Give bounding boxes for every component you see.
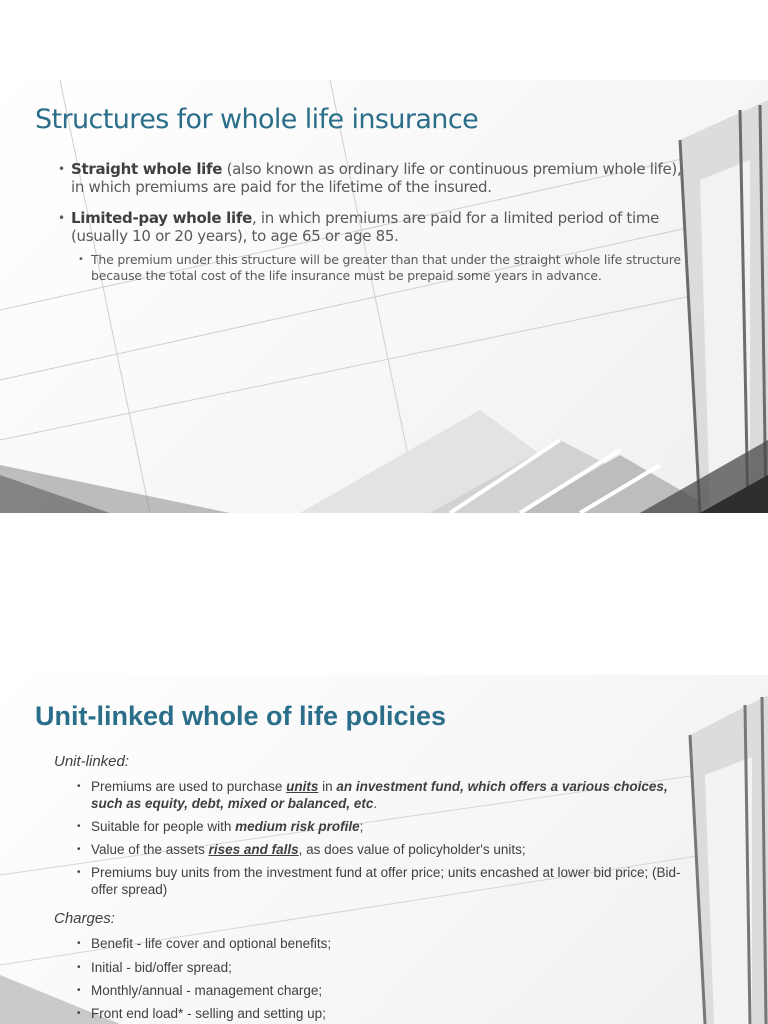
bullet-suitable-for (77, 818, 697, 835)
bullet-dot: • (78, 254, 84, 265)
emphasis-units: units (286, 779, 319, 794)
bullet-dot: • (77, 867, 81, 878)
text-run: . (373, 796, 378, 811)
emphasis-risk-profile: medium risk profile (235, 819, 360, 834)
bullet-dot: • (77, 938, 81, 949)
bullet-bid-offer-spread (77, 864, 697, 898)
bullet-text (91, 778, 697, 812)
bullet-text: Premiums buy units from the investment fund at offer price; units encashed at lower bid price; (Bid-offer spread) (91, 865, 681, 897)
sub-bullet-premium-note (78, 252, 688, 283)
charge-text: Monthly/annual - management charge; (91, 983, 323, 998)
bullet-dot: • (77, 781, 81, 792)
charge-text: Initial - bid/offer spread; (91, 960, 232, 975)
text-run: Value of the assets (91, 842, 209, 857)
charge-item (77, 982, 697, 999)
bullet-dot: • (77, 985, 81, 996)
bullet-dot: • (58, 162, 65, 176)
bullet-dot: • (77, 821, 81, 832)
text-run: ; (359, 819, 364, 834)
slide-whole-life-structures (0, 80, 768, 513)
bullet-term: Limited-pay whole life (71, 209, 252, 227)
text-run: , as does value of policyholder's units; (298, 842, 526, 857)
bullet-description: (also known as ordinary life or continuous premium whole life), in which premiums are paid for the lifetime of the insured. (71, 160, 682, 196)
charge-text: Benefit - life cover and optional benefits; (91, 936, 332, 951)
charge-item (77, 1005, 697, 1022)
bullet-dot: • (77, 844, 81, 855)
bullet-text (91, 841, 697, 858)
bullet-limited-pay-whole-life (58, 209, 698, 245)
slide-title: Unit-linked whole of life policies (35, 701, 447, 731)
sub-bullet-text: The premium under this structure will be greater than that under the straight whole life structure because the total cost of the life insurance must be prepaid some years in advance. (91, 252, 681, 283)
bullet-straight-whole-life (58, 160, 698, 196)
charge-item (77, 959, 697, 976)
bullet-term: Straight whole life (71, 160, 223, 178)
unit-linked-label: Unit-linked: (54, 753, 130, 770)
text-run: Premiums are used to purchase (91, 779, 287, 794)
charge-item (77, 935, 697, 952)
bullet-dot: • (77, 962, 81, 973)
bullet-premiums-purchase-units (77, 778, 697, 812)
charge-text: Front end load* - selling and setting up; (91, 1006, 326, 1021)
charges-label: Charges: (54, 910, 115, 927)
slide-unit-linked-policies (0, 675, 768, 1024)
bullet-text (71, 160, 698, 196)
slide-title: Structures for whole life insurance (35, 104, 479, 135)
bullet-asset-value (77, 841, 697, 858)
emphasis-investment-fund: an investment fund, which offers a various choices, such as equity, debt, mixed or balanced, etc (91, 779, 668, 811)
bullet-description: , in which premiums are paid for a limited period of time (usually 10 or 20 years), to age 65 or age 85. (71, 209, 660, 245)
bullet-dot: • (77, 1008, 81, 1019)
bullet-text (71, 209, 698, 245)
bullet-dot: • (58, 211, 65, 225)
text-run: Suitable for people with (91, 819, 236, 834)
bullet-text (91, 818, 697, 835)
architectural-background-graphic (0, 80, 768, 513)
emphasis-rises-and-falls: rises and falls (208, 842, 299, 857)
text-run: in (318, 779, 337, 794)
